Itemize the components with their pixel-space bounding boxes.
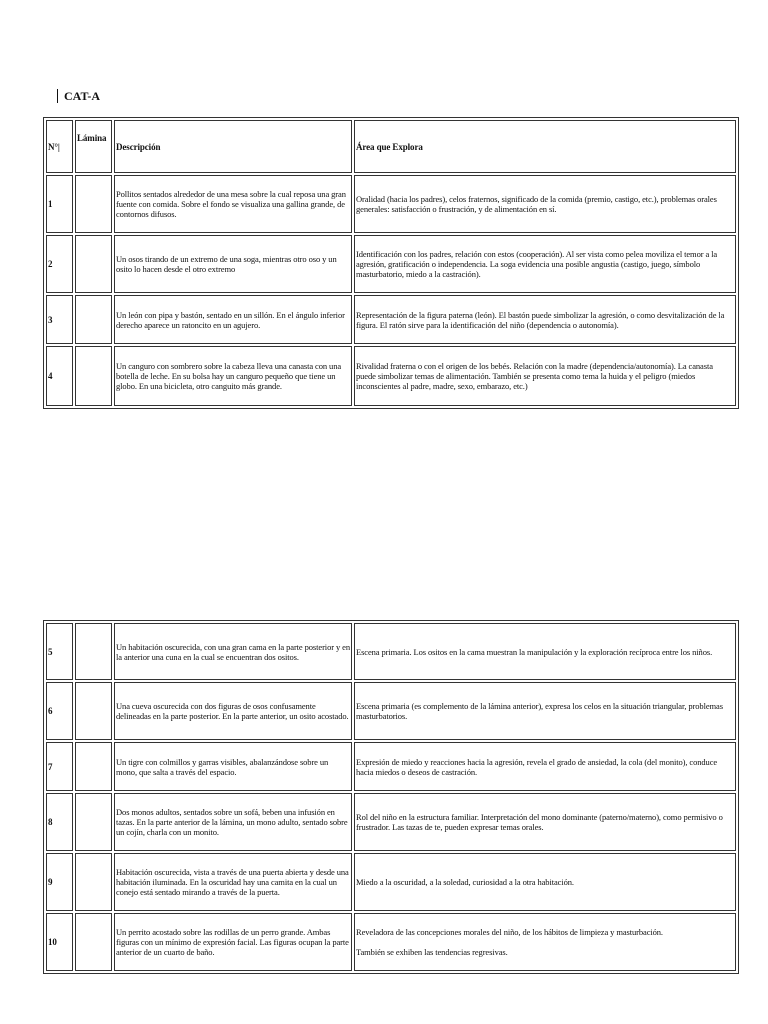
row-lamina-cell	[75, 853, 112, 911]
row-descripcion: Pollitos sentados alrededor de una mesa sobre la cual reposa una gran fuente con comida. Sobre el fondo se visualiza una gallina grande, de contornos difusos.	[114, 175, 352, 233]
row-number: 10	[46, 913, 73, 971]
row-lamina-cell	[75, 346, 112, 406]
header-num: N°|	[46, 120, 73, 173]
row-descripcion: Un tigre con colmillos y garras visibles, abalanzándose sobre un mono, que salta a través del espacio.	[114, 742, 352, 791]
row-descripcion: Un osos tirando de un extremo de una soga, mientras otro oso y un osito lo hacen desde el otro extremo	[114, 235, 352, 293]
row-area: Representación de la figura paterna (león). El bastón puede simbolizar la agresión, o como desvitalización de la figura. El ratón sirve para la identificación del niño (dependencia o autonomía).	[354, 295, 736, 344]
row-lamina-cell	[75, 295, 112, 344]
row-number: 9	[46, 853, 73, 911]
table-row	[46, 793, 736, 851]
table-row	[46, 295, 736, 344]
row-number: 6	[46, 682, 73, 740]
row-area-paragraph-1: Reveladora de las concepciones morales del niño, de los hábitos de limpieza y masturbación.	[356, 927, 663, 937]
row-area: Oralidad (hacia los padres), celos fraternos, significado de la comida (premio, castigo, etc.), problemas orales generales: satisfacción o frustración, y de alimentación en sí.	[354, 175, 736, 233]
row-lamina-cell	[75, 742, 112, 791]
row-area: Escena primaria. Los ositos en la cama muestran la manipulación y la exploración recíproca entre los niños.	[354, 623, 736, 680]
row-number: 8	[46, 793, 73, 851]
row-descripcion: Habitación oscurecida, vista a través de una puerta abierta y desde una habitación iluminada. En la oscuridad hay una camita en la cual un conejo está sentado mirando a través de la puerta.	[114, 853, 352, 911]
row-lamina-cell	[75, 235, 112, 293]
row-descripcion: Un canguro con sombrero sobre la cabeza lleva una canasta con una botella de leche. En su bolsa hay un canguro pequeño que tiene un globo. En una bicicleta, otro canguito más grande.	[114, 346, 352, 406]
table-header-row	[46, 120, 736, 173]
table-row	[46, 346, 736, 406]
row-descripcion: Un habitación oscurecida, con una gran cama en la parte posterior y en la anterior una cuna en la cual se encuentran dos ositos.	[114, 623, 352, 680]
row-area: Expresión de miedo y reacciones hacia la agresión, revela el grado de ansiedad, la cola (del monito), conduce hacia miedos o deseos de castración.	[354, 742, 736, 791]
row-lamina-cell	[75, 175, 112, 233]
page-title: CAT-A	[57, 89, 100, 103]
table-row	[46, 742, 736, 791]
row-lamina-cell	[75, 623, 112, 680]
row-area: Escena primaria (es complemento de la lámina anterior), expresa los celos en la situación triangular, problemas masturbatorios.	[354, 682, 736, 740]
cat-table-page-2	[43, 620, 739, 974]
row-area-paragraph-2: También se exhiben las tendencias regresivas.	[356, 947, 508, 957]
row-lamina-cell	[75, 793, 112, 851]
row-descripcion: Un león con pipa y bastón, sentado en un sillón. En el ángulo inferior derecho aparece un ratoncito en un agujero.	[114, 295, 352, 344]
table-row	[46, 682, 736, 740]
row-number: 5	[46, 623, 73, 680]
header-lamina: Lámina	[75, 120, 112, 173]
row-number: 3	[46, 295, 73, 344]
table-row	[46, 235, 736, 293]
row-area	[354, 913, 736, 971]
row-area: Rivalidad fraterna o con el origen de los bebés. Relación con la madre (dependencia/autonomía). La canasta puede simbolizar temas de alimentación. También se presenta como tema la huida y el peligro (miedos inconscientes al padre, madre, sexo, embarazo, etc.)	[354, 346, 736, 406]
table-row	[46, 913, 736, 971]
row-descripcion: Dos monos adultos, sentados sobre un sofá, beben una infusión en tazas. En la parte anterior de la lámina, un mono adulto, sentado sobre un cojín, charla con un monito.	[114, 793, 352, 851]
row-descripcion: Un perrito acostado sobre las rodillas de un perro grande. Ambas figuras con un mínimo de expresión facial. Las figuras ocupan la parte anterior de un cuarto de baño.	[114, 913, 352, 971]
header-descripcion: Descripción	[114, 120, 352, 173]
table-row	[46, 175, 736, 233]
row-number: 4	[46, 346, 73, 406]
cat-table-page-1	[43, 117, 739, 409]
header-area: Área que Explora	[354, 120, 736, 173]
row-number: 1	[46, 175, 73, 233]
row-lamina-cell	[75, 913, 112, 971]
table-row	[46, 853, 736, 911]
row-area: Miedo a la oscuridad, a la soledad, curiosidad a la otra habitación.	[354, 853, 736, 911]
row-lamina-cell	[75, 682, 112, 740]
row-number: 2	[46, 235, 73, 293]
table-row	[46, 623, 736, 680]
row-area: Rol del niño en la estructura familiar. Interpretación del mono dominante (paterno/materno), como permisivo o frustrador. Las tazas de te, pueden expresar temas orales.	[354, 793, 736, 851]
row-area: Identificación con los padres, relación con estos (cooperación). Al ser vista como pelea moviliza el temor a la agresión, gratificación o independencia. La soga evidencia una posible angustia (castigo, juego, símbolo masturbatorio, miedo a la castración).	[354, 235, 736, 293]
row-number: 7	[46, 742, 73, 791]
row-descripcion: Una cueva oscurecida con dos figuras de osos confusamente delineadas en la parte posterior. En la parte anterior, un osito acostado.	[114, 682, 352, 740]
